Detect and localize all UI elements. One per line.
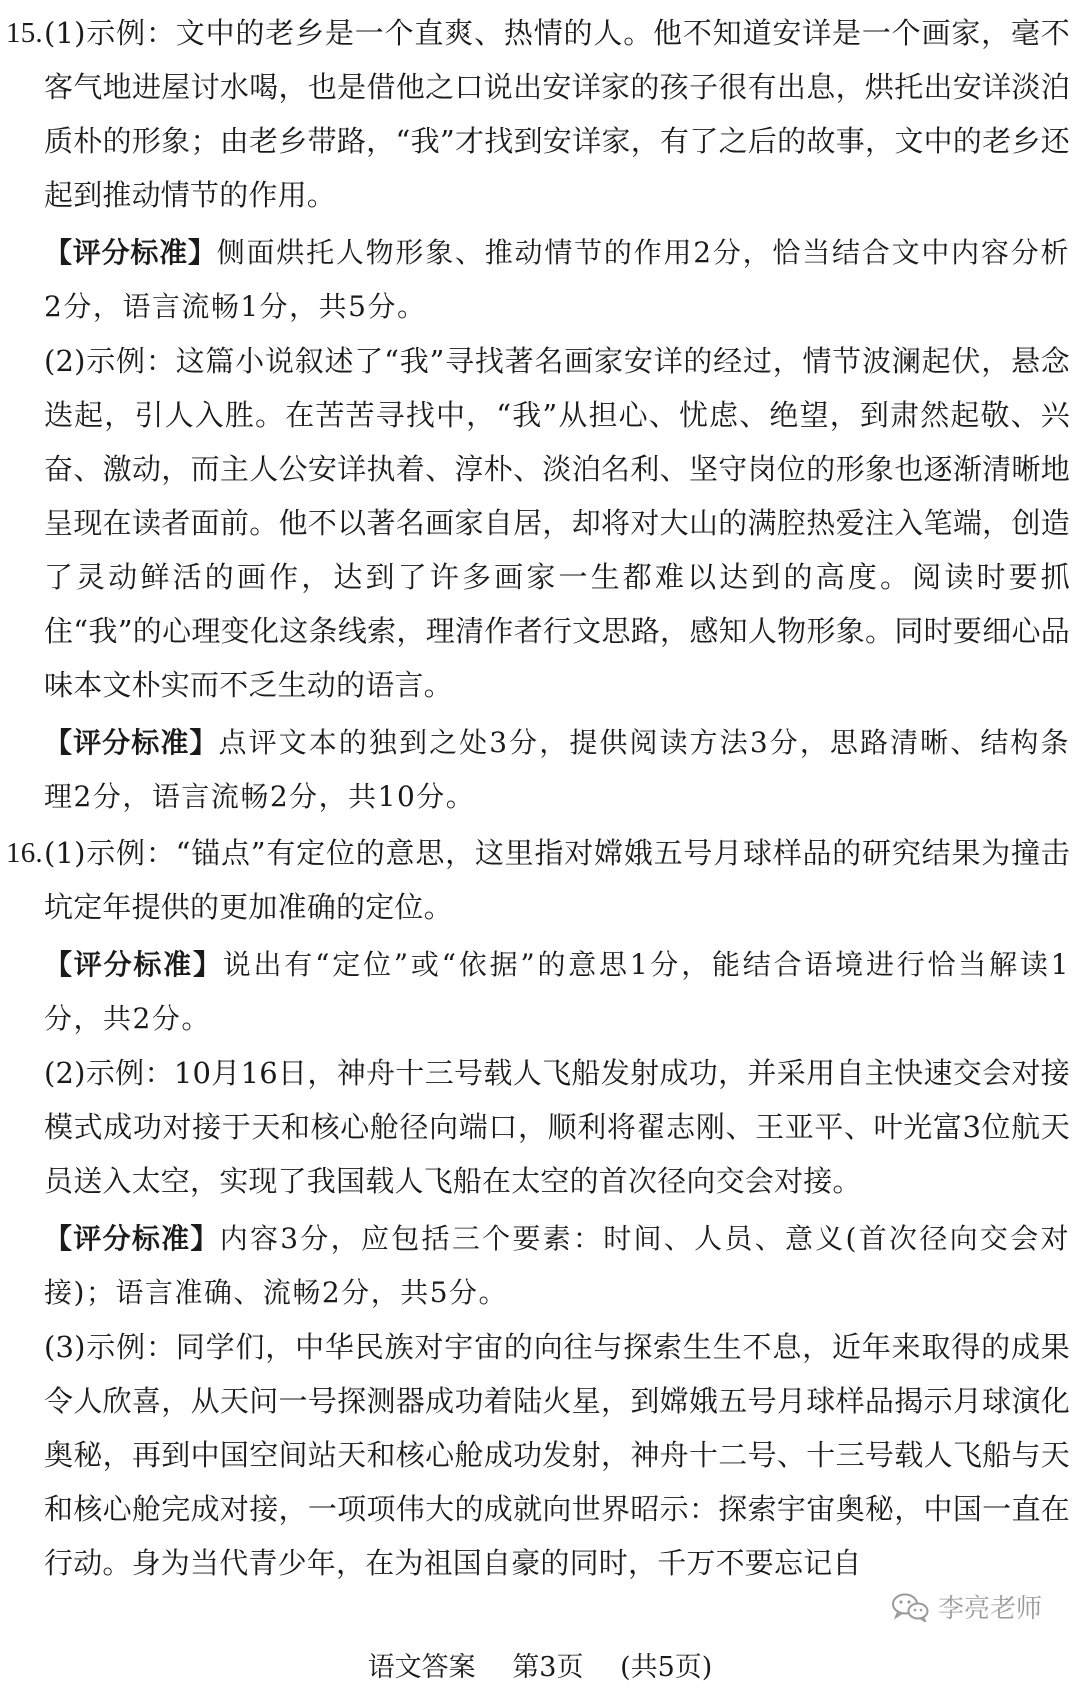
criteria-text: 侧面烘托人物形象、推动情节的作用2分，恰当结合文中内容分析2分，语言流畅1分，共5分。 <box>44 236 1070 323</box>
q16-part3-text: (3)示例：同学们，中华民族对宇宙的向往与探索生生不息，近年来取得的成果令人欣喜，从天问一号探测器成功着陆火星，到嫦娥五号月球样品揭示月球演化奥秘，再到中国空间站天和核心舱成功发射，神舟十二号、十三号载人飞船与天和核心舱完成对接，一项项伟大的成就向世界昭示：探索宇宙奥秘，中国一直在行动。身为当代青少年，在为祖国自豪的同时，千万不要忘记自 <box>44 1330 1070 1580</box>
q16-part2-text: (2)示例：10月16日，神舟十三号载人飞船发射成功，并采用自主快速交会对接模式成功对接于天和核心舱径向端口，顺利将翟志刚、王亚平、叶光富3位航天员送入太空，实现了我国载人飞船在太空的首次径向交会对接。 <box>44 1056 1070 1198</box>
criteria-label: 【评分标准】 <box>44 236 217 269</box>
q16-criteria2 <box>0 1212 1080 1320</box>
q15-number: 15. <box>6 17 43 49</box>
q15-part1 <box>0 6 1080 222</box>
q16-criteria1 <box>0 938 1080 1046</box>
footer-total-pages: (共5页) <box>620 1652 713 1683</box>
q15-part2-text: (2)示例：这篇小说叙述了“我”寻找著名画家安详的经过，情节波澜起伏，悬念迭起，引人入胜。在苦苦寻找中，“我”从担心、忧虑、绝望，到肃然起敬、兴奋、激动，而主人公安详执着、淳朴、淡泊名利、坚守岗位的形象也逐渐清晰地呈现在读者面前。他不以著名画家自居，却将对大山的满腔热爱注入笔端，创造了灵动鲜活的画作，达到了许多画家一生都难以达到的高度。阅读时要抓住“我”的心理变化这条线索，理清作者行文思路，感知人物形象。同时要细心品味本文朴实而不乏生动的语言。 <box>44 344 1070 702</box>
q15-part2 <box>0 334 1080 712</box>
criteria-text: 内容3分，应包括三个要素：时间、人员、意义(首次径向交会对接)；语言准确、流畅2分，共5分。 <box>44 1222 1070 1309</box>
criteria-label: 【评分标准】 <box>44 726 219 759</box>
criteria-text: 说出有“定位”或“依据”的意思1分，能结合语境进行恰当解读1分，共2分。 <box>44 948 1070 1035</box>
q16-part3 <box>0 1320 1080 1590</box>
footer-subject: 语文答案 <box>367 1652 476 1683</box>
criteria-label: 【评分标准】 <box>44 948 223 981</box>
q15-criteria2 <box>0 716 1080 824</box>
q16-part1-text: (1)示例：“锚点”有定位的意思，这里指对嫦娥五号月球样品的研究结果为撞击坑定年提供的更加准确的定位。 <box>44 836 1070 924</box>
footer-page-number: 第3页 <box>512 1652 584 1683</box>
page-footer <box>0 1648 1080 1688</box>
q15-criteria1 <box>0 226 1080 334</box>
criteria-text: 点评文本的独到之处3分，提供阅读方法3分，思路清晰、结构条理2分，语言流畅2分，共10分。 <box>44 726 1070 813</box>
q15-part1-text: (1)示例：文中的老乡是一个直爽、热情的人。他不知道安详是一个画家，毫不客气地进屋讨水喝，也是借他之口说出安详家的孩子很有出息，烘托出安详淡泊质朴的形象；由老乡带路，“我”才找到安详家，有了之后的故事，文中的老乡还起到推动情节的作用。 <box>44 16 1070 212</box>
q16-part1 <box>0 826 1080 934</box>
watermark-text: 李亮老师 <box>937 1594 1042 1624</box>
page-content <box>0 6 1080 1590</box>
q16-number: 16. <box>6 837 43 869</box>
watermark <box>890 1588 1042 1625</box>
q16-part2 <box>0 1046 1080 1208</box>
wechat-icon <box>890 1592 930 1622</box>
criteria-label: 【评分标准】 <box>44 1222 220 1255</box>
